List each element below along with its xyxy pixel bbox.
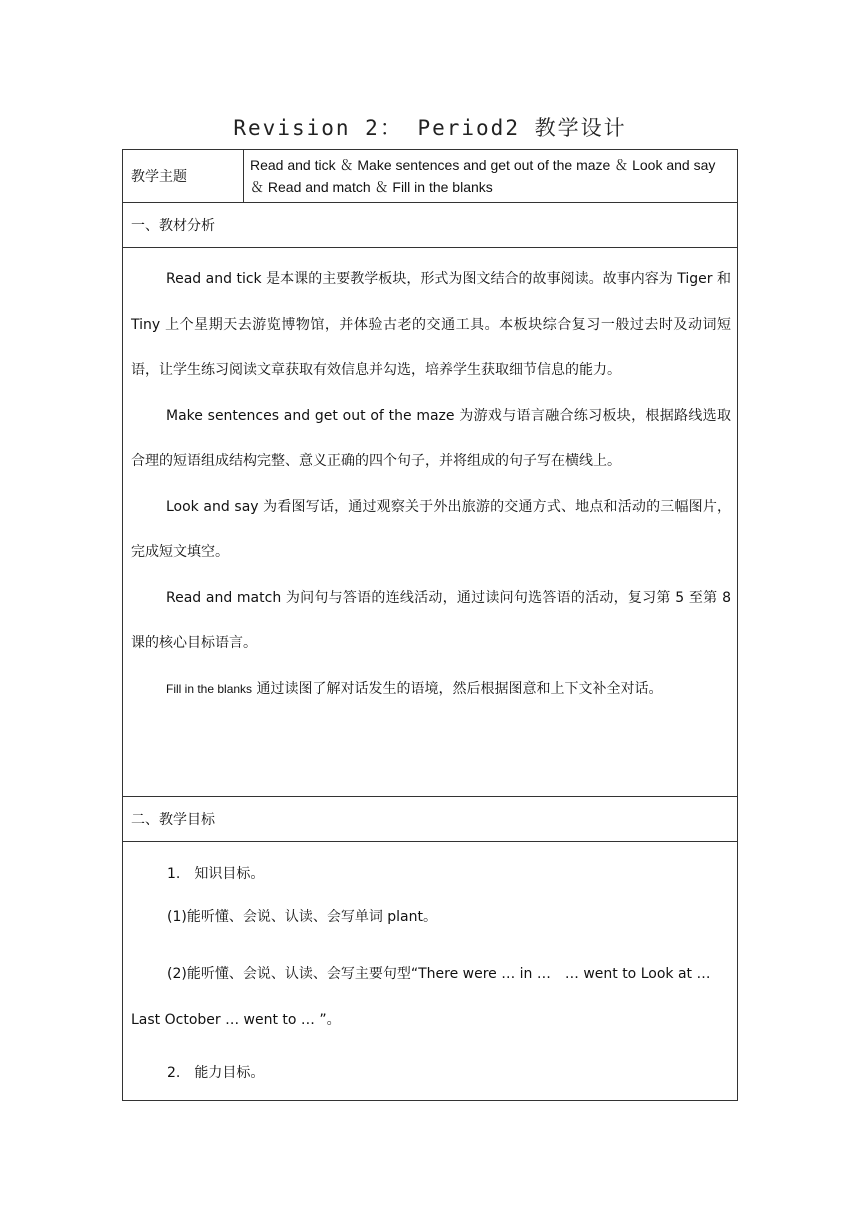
section1-heading: 一、教材分析 <box>123 203 738 248</box>
goal-heading-ability: 2. 能力目标。 <box>167 1065 265 1081</box>
lesson-plan-table <box>122 149 738 1101</box>
analysis-paragraph: Read and tick 是本课的主要教学板块，形式为图文结合的故事阅读。故事内容为 Tiger 和 Tiny 上个星期天去游览博物馆，并体验古老的交通工具。本板块综合复习一般过去时及动词短语，让学生练习阅读文章获取有效信息并勾选，培养学生获取细节信息的能力。 <box>131 271 731 378</box>
section1-body <box>123 248 738 797</box>
analysis-last-chinese: 通过读图了解对话发生的语境，然后根据图意和上下文补全对话。 <box>252 680 663 697</box>
goal-item: (2)能听懂、会说、认读、会写主要句型“There were … in … … went to Look at … Last October … went to … ”。 <box>131 966 725 1028</box>
goal-item: (1)能听懂、会说、认读、会写单词 plant。 <box>167 909 437 925</box>
document-title: Revision 2： Period2 教学设计 <box>233 116 627 140</box>
topic-label: 教学主题 <box>123 150 244 203</box>
topic-value: Read and tick ＆ Make sentences and get out of the maze ＆ Look and say ＆ Read and match ＆ Fill in the blanks <box>244 150 738 203</box>
analysis-paragraph: Read and match 为问句与答语的连线活动，通过读问句选答语的活动，复习第 5 至第 8 课的核心目标语言。 <box>131 589 731 651</box>
section1-body-row <box>123 248 738 797</box>
analysis-paragraph-last <box>123 667 737 713</box>
section1-heading-row <box>123 203 738 248</box>
topic-row <box>123 150 738 203</box>
section2-heading-row <box>123 797 738 842</box>
section2-body <box>123 842 738 1101</box>
analysis-last-english: Fill in the blanks <box>166 681 253 696</box>
analysis-paragraph: Look and say 为看图写话，通过观察关于外出旅游的交通方式、地点和活动的三幅图片，完成短文填空。 <box>131 498 731 560</box>
section2-body-row <box>123 842 738 1101</box>
goal-heading-knowledge: 1. 知识目标。 <box>167 866 265 882</box>
analysis-paragraph: Make sentences and get out of the maze 为游戏与语言融合练习板块，根据路线选取合理的短语组成结构完整、意义正确的四个句子，并将组成的句子写在横线上。 <box>131 407 731 469</box>
section2-heading: 二、教学目标 <box>123 797 738 842</box>
